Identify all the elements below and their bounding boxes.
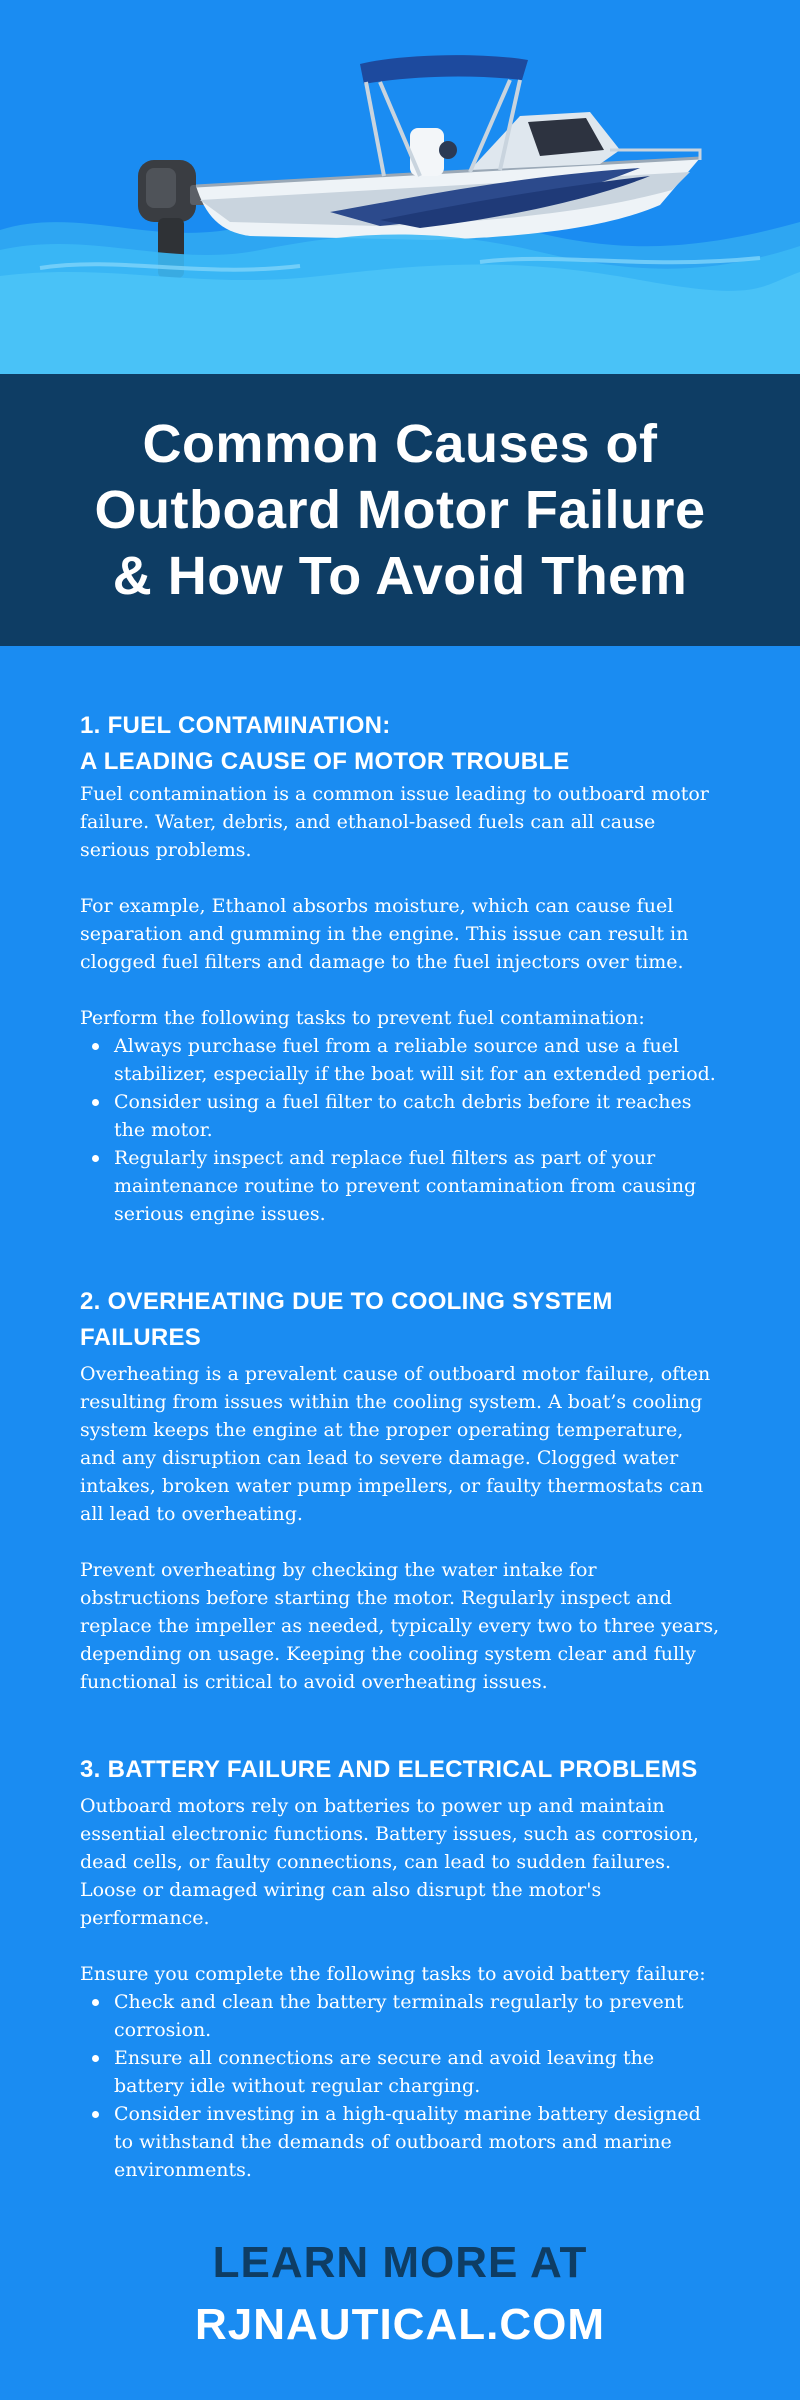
bullet-list <box>80 1988 720 2184</box>
list-item: Consider investing in a high-quality marine battery designed to withstand the demands of outboard motors and marine environments. <box>114 2100 720 2184</box>
title-band <box>0 374 800 646</box>
list-item: Ensure all connections are secure and avoid leaving the battery idle without regular charging. <box>114 2044 720 2100</box>
footer-website-link[interactable]: RJNAUTICAL.COM <box>195 2300 605 2349</box>
section-heading: 2. OVERHEATING DUE TO COOLING SYSTEM FAILURES <box>80 1288 613 1351</box>
paragraph: Prevent overheating by checking the water intake for obstructions before starting the motor. Regularly inspect and replace the impeller as needed, typically every two to three years, depending on usage. Keeping the cooling system clear and fully functional is critical to avoid overheating issues. <box>80 1559 720 1693</box>
section-battery-failure <box>80 1696 720 2184</box>
list-item: Always purchase fuel from a reliable source and use a fuel stabilizer, especially if the boat will sit for an extended period. <box>114 1032 720 1088</box>
section-fuel-contamination <box>80 646 720 1228</box>
boat-hull <box>196 158 700 240</box>
section-heading-line-1: 1. FUEL CONTAMINATION: <box>80 712 391 739</box>
paragraph: Ensure you complete the following tasks to avoid battery failure: <box>80 1963 706 1985</box>
hero-illustration <box>0 0 800 374</box>
article-content <box>0 646 800 2356</box>
list-item: Check and clean the battery terminals regularly to prevent corrosion. <box>114 1988 720 2044</box>
paragraph: For example, Ethanol absorbs moisture, which can cause fuel separation and gumming in the engine. This issue can result in clogged fuel filters and damage to the fuel injectors over time. <box>80 895 689 973</box>
footer-cta <box>80 2184 720 2356</box>
title-line-1: Common Causes of <box>142 414 658 474</box>
paragraph: Outboard motors rely on batteries to power up and maintain essential electronic functions. Battery issues, such as corrosion, dead cells, or faulty connections, can lead to sudden failures. Loose or damaged wiring can also disrupt the motor's performance. <box>80 1795 699 1929</box>
paragraph: Overheating is a prevalent cause of outboard motor failure, often resulting from issues within the cooling system. A boat’s cooling system keeps the engine at the proper operating temperature, and any disruption can lead to severe damage. Clogged water intakes, broken water pump impellers, or faulty thermostats can all lead to overheating. <box>80 1363 711 1525</box>
footer-learn-more: LEARN MORE AT <box>212 2238 588 2287</box>
list-item: Regularly inspect and replace fuel filters as part of your maintenance routine to prevent contamination from causing serious engine issues. <box>114 1144 720 1228</box>
boat-illustration <box>0 0 800 374</box>
paragraph: Perform the following tasks to prevent fuel contamination: <box>80 1007 645 1029</box>
title-line-3: & How To Avoid Them <box>112 546 688 606</box>
section-heading-line-2: A LEADING CAUSE OF MOTOR TROUBLE <box>80 748 570 775</box>
section-heading: 3. BATTERY FAILURE AND ELECTRICAL PROBLEMS <box>80 1756 698 1783</box>
paragraph: Fuel contamination is a common issue leading to outboard motor failure. Water, debris, and ethanol-based fuels can all cause serious problems. <box>80 783 709 861</box>
title-line-2: Outboard Motor Failure <box>94 480 706 540</box>
list-item: Consider using a fuel filter to catch debris before it reaches the motor. <box>114 1088 720 1144</box>
section-overheating <box>80 1228 720 1696</box>
page-title <box>95 411 706 609</box>
bullet-list <box>80 1032 720 1228</box>
section-heading <box>80 708 720 780</box>
